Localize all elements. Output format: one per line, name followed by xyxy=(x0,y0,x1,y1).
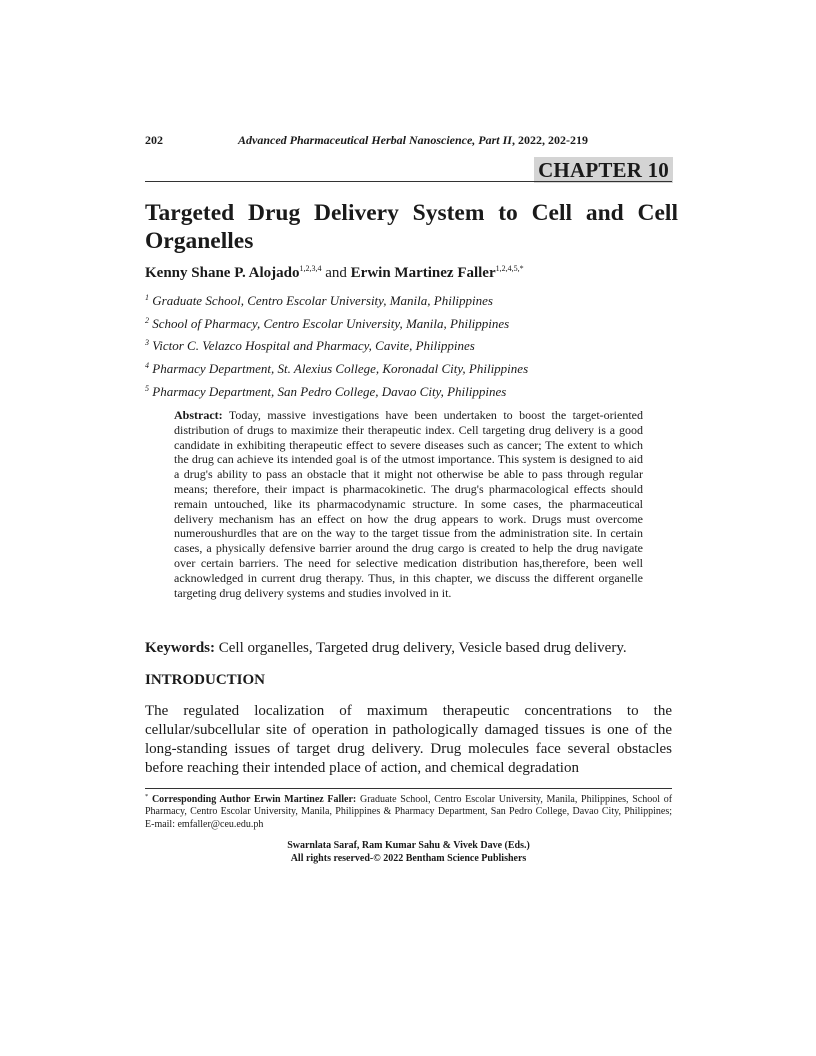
footnote-mark: * xyxy=(145,793,149,800)
affiliation-number: 4 xyxy=(145,361,149,371)
affiliation-text: Pharmacy Department, St. Alexius College, Koronadal City, Philippines xyxy=(152,361,529,377)
keywords-label: Keywords: xyxy=(145,640,215,656)
affiliation-item xyxy=(145,379,528,402)
affiliation-number: 2 xyxy=(145,315,149,325)
corresponding-author-footnote xyxy=(145,791,672,831)
affiliation-text: School of Pharmacy, Centro Escolar University, Manila, Philippines xyxy=(152,315,510,331)
abstract-label: Abstract: xyxy=(174,408,223,422)
author-2-affiliation-marks: 1,2,4,5,* xyxy=(495,264,524,273)
affiliation-text: Victor C. Velazco Hospital and Pharmacy, Cavite, Philippines xyxy=(152,338,475,354)
publisher-credits xyxy=(145,840,672,865)
chapter-title xyxy=(145,199,678,255)
author-conjunction: and xyxy=(325,265,347,281)
keywords xyxy=(145,640,627,657)
author-list xyxy=(145,264,524,282)
editors-line: Swarnlata Saraf, Ram Kumar Sahu & Vivek Dave (Eds.) xyxy=(287,840,530,851)
abstract xyxy=(174,408,643,600)
chapter-title-line-1: Targeted Drug Delivery System to Cell and Cell xyxy=(145,200,678,226)
abstract-text: Today, massive investigations have been undertaken to boost the target-oriented distribution of drugs to maximize their therapeutic index. Cell targeting drug delivery is a good candidate in exhibiting therapeutic effect to severe diseases such as cancer; The extent to which the drug can achieve its intended goal is of the utmost importance. This system is designed to aid a drug's ability to pass an obstacle that it might not otherwise be able to pass through regular means; therefore, their impact is pharmacokinetic. The drug's pharmacological effects should remain untouched, like its pharmacodynamic structure. In some cases, the pharmaceutical delivery mechanism has an effect on how the drug appears to work. Drugs must overcome numeroushurdles that are on the way to the target tissue from the administration site. In certain cases, a physically defensive barrier around the drug cargo is created to help the drug navigate over certain barriers. The need for selective medication distribution has,therefore, been well acknowledged in current drug therapy. Thus, in this chapter, we discuss the different organelle targeting drug delivery systems and studies involved in it. xyxy=(174,408,643,600)
author-2-name: Erwin Martinez Faller xyxy=(350,265,496,281)
keywords-text: Cell organelles, Targeted drug delivery, Vesicle based drug delivery. xyxy=(218,640,627,656)
footnote-divider xyxy=(145,788,672,789)
section-heading-introduction: INTRODUCTION xyxy=(145,672,266,688)
author-1-affiliation-marks: 1,2,3,4 xyxy=(299,264,322,273)
affiliation-item xyxy=(145,356,528,379)
affiliation-item xyxy=(145,288,528,311)
page-number: 202 xyxy=(145,133,163,147)
journal-volume-pages: , 2022, 202-219 xyxy=(511,133,588,147)
journal-title: Advanced Pharmaceutical Herbal Nanoscience, Part II xyxy=(238,133,512,147)
affiliation-list xyxy=(145,288,528,402)
affiliation-text: Pharmacy Department, San Pedro College, Davao City, Philippines xyxy=(152,383,507,399)
chapter-divider xyxy=(145,181,672,182)
footnote-label: Corresponding Author Erwin Martinez Faller: xyxy=(151,794,357,805)
affiliation-text: Graduate School, Centro Escolar University, Manila, Philippines xyxy=(152,293,493,308)
introduction-paragraph: The regulated localization of maximum therapeutic concentrations to the cellular/subcellular site of operation in pathologically damaged tissues is one of the long-standing issues of target drug delivery. Drug molecules face several obstacles before reaching their intended place of action, and chemical degradation xyxy=(145,703,672,776)
footnote-text: Graduate School, Centro Escolar University, Manila, Philippines, School of Pharmacy, Centro Escolar University, Manila, Philippines & Pharmacy Department, San Pedro College, Davao City, Philippines; E-mail: emfaller@ceu.edu.ph xyxy=(145,794,673,830)
affiliation-number: 1 xyxy=(145,293,149,302)
journal-citation xyxy=(238,133,588,148)
affiliation-number: 3 xyxy=(145,338,149,348)
author-1-name: Kenny Shane P. Alojado xyxy=(145,265,300,281)
copyright-line: All rights reserved-© 2022 Bentham Science Publishers xyxy=(290,852,527,864)
affiliation-item xyxy=(145,333,528,356)
chapter-label: CHAPTER 10 xyxy=(534,157,673,183)
affiliation-number: 5 xyxy=(145,383,149,393)
chapter-title-line-2: Organelles xyxy=(145,228,254,254)
affiliation-item xyxy=(145,311,528,334)
